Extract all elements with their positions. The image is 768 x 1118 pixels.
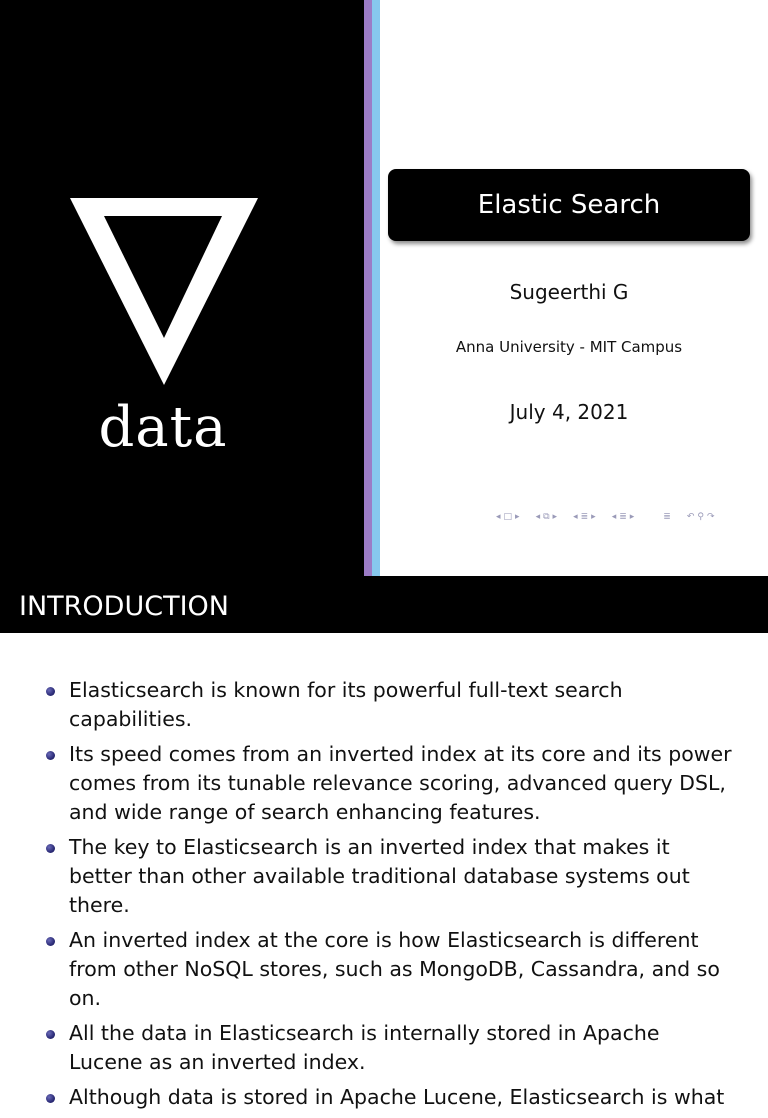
bullet-text: An inverted index at the core is how Elasticsearch is different from other NoSQL stores, such as MongoDB, Cassandra, and so on.	[69, 928, 720, 1010]
bullet-item	[0, 676, 768, 734]
nav-prev-section-icon[interactable]: ◂	[573, 512, 578, 522]
presentation-date: July 4, 2021	[509, 400, 629, 424]
bullet-text: Although data is stored in Apache Lucene, Elasticsearch is what	[69, 1085, 725, 1109]
bullet-icon	[46, 687, 55, 696]
bullet-icon	[46, 937, 55, 946]
nav-part-icon[interactable]: ≣	[619, 512, 627, 522]
bullet-item	[0, 740, 768, 827]
author-name: Sugeerthi G	[509, 280, 629, 304]
nav-next-part-icon[interactable]: ▸	[629, 512, 635, 522]
logo-text: data	[98, 395, 228, 460]
bullet-item	[0, 926, 768, 1013]
accent-stripe-purple	[364, 0, 372, 576]
nav-prev-subsection-icon[interactable]: ◂	[535, 512, 541, 522]
nav-frame-icon[interactable]: □	[503, 512, 513, 522]
nav-subsection-icon[interactable]: ⧉	[543, 512, 550, 522]
bullet-item	[0, 1083, 768, 1112]
nav-back-icon[interactable]: ↶	[686, 512, 695, 522]
nav-prev-part-icon[interactable]: ◂	[611, 512, 617, 522]
bullet-text: All the data in Elasticsearch is internally stored in Apache Lucene as an inverted index.	[69, 1021, 660, 1074]
bullet-list	[0, 676, 768, 1118]
intro-heading: INTRODUCTION	[0, 576, 768, 633]
nav-section-icon[interactable]: ≣	[580, 512, 589, 522]
bullet-item	[0, 1019, 768, 1077]
bullet-icon	[46, 1094, 55, 1103]
bullet-icon	[46, 751, 55, 760]
accent-stripe-blue	[372, 0, 380, 576]
nav-next-frame-icon[interactable]: ▸	[515, 512, 520, 522]
bullet-item	[0, 833, 768, 920]
nav-forward-icon[interactable]: ↷	[706, 512, 715, 522]
logo-panel	[0, 0, 364, 576]
bullet-text: Elasticsearch is known for its powerful full-text search capabilities.	[69, 678, 623, 731]
institute-name: Anna University - MIT Campus	[455, 338, 683, 356]
bullet-icon	[46, 1030, 55, 1039]
nav-document-icon[interactable]: ≣	[663, 512, 671, 522]
nav-next-section-icon[interactable]: ▸	[591, 512, 596, 522]
bullet-text: The key to Elasticsearch is an inverted index that makes it better than other available traditional database systems out there.	[69, 835, 690, 917]
bullet-icon	[46, 844, 55, 853]
nav-next-subsection-icon[interactable]: ▸	[552, 512, 558, 522]
nabla-icon	[60, 190, 270, 400]
bullet-text: Its speed comes from an inverted index at its core and its power comes from its tunable relevance scoring, advanced query DSL, and wide range of search enhancing features.	[69, 742, 732, 824]
nav-search-icon[interactable]: ⚲	[697, 512, 704, 522]
presentation-title: Elastic Search	[388, 169, 750, 241]
beamer-navigation	[496, 509, 766, 525]
nav-prev-frame-icon[interactable]: ◂	[496, 512, 501, 522]
